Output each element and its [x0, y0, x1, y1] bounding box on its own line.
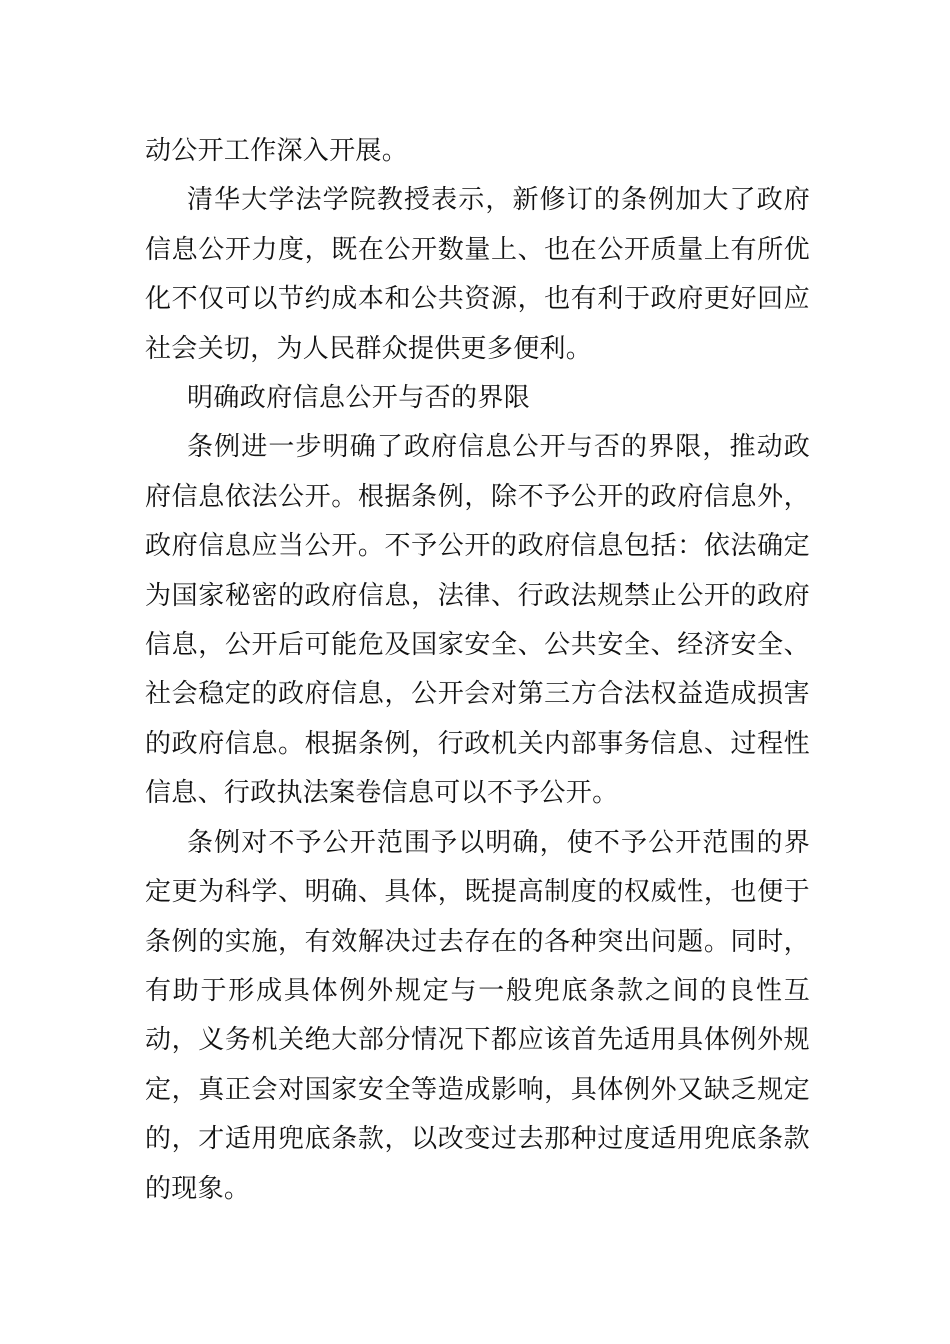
paragraph-disclosure-boundary: 条例进一步明确了政府信息公开与否的界限，推动政府信息依法公开。根据条例，除不予公开的政府信息外，政府信息应当公开。不予公开的政府信息包括：依法确定为国家秘密的政府信息，法律、行政法规禁止公开的政府信息，公开后可能危及国家安全、公共安全、经济安全、社会稳定的政府信息，公开会对第三方合法权益造成损害的政府信息。根据条例，行政机关内部事务信息、过程性信息、行政执法案卷信息可以不予公开。	[145, 432, 810, 809]
paragraph-expert-comment: 清华大学法学院教授表示，新修订的条例加大了政府信息公开力度，既在公开数量上、也在公开质量上有所优化不仅可以节约成本和公共资源，也有利于政府更好回应社会关切，为人民群众提供更多便利。	[145, 185, 810, 364]
document-body	[145, 127, 810, 1214]
paragraph-exemption-scope: 条例对不予公开范围予以明确，使不予公开范围的界定更为科学、明确、具体，既提高制度的权威性，也便于条例的实施，有效解决过去存在的各种突出问题。同时，有助于形成具体例外规定与一般兜底条款之间的良性互动，义务机关绝大部分情况下都应该首先适用具体例外规定，真正会对国家安全等造成影响，具体例外又缺乏规定的，才适用兜底条款，以改变过去那种过度适用兜底条款的现象。	[145, 827, 810, 1204]
section-heading: 明确政府信息公开与否的界限	[187, 383, 531, 414]
paragraph-continuation: 动公开工作深入开展。	[145, 136, 409, 166]
